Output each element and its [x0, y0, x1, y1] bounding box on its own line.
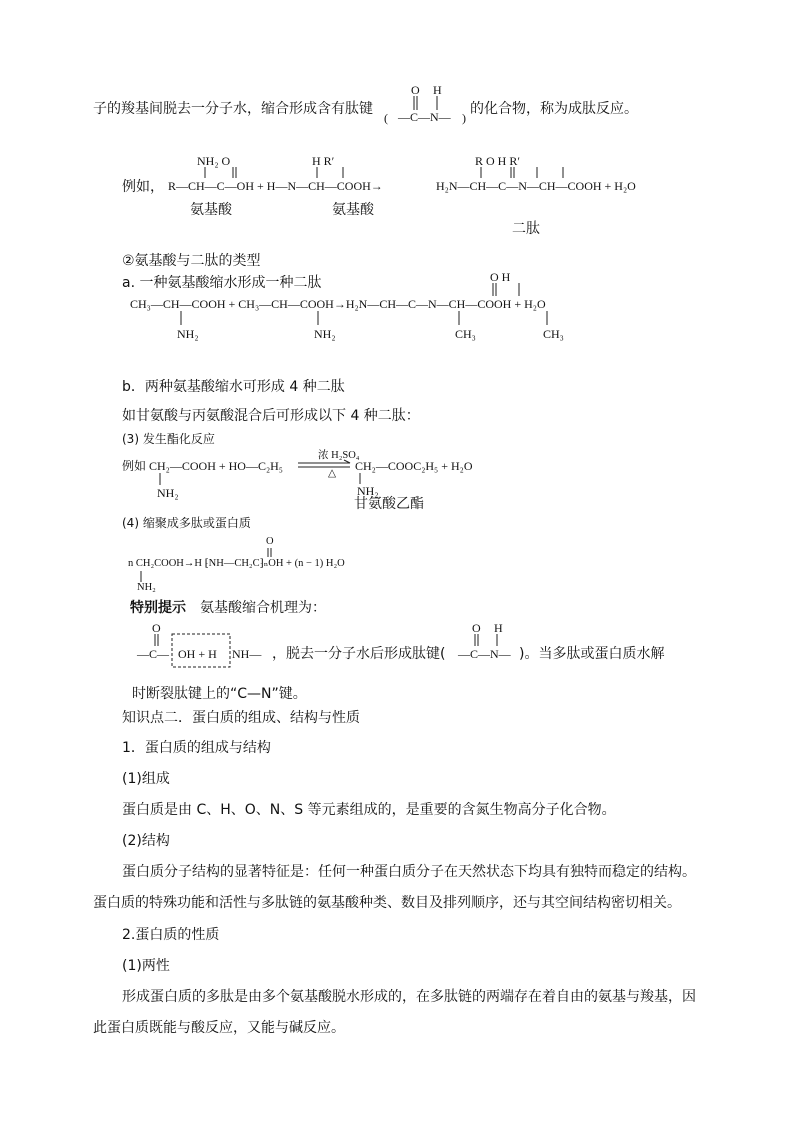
bond-o-label: O	[411, 83, 420, 97]
label-dipeptide: 二肽	[512, 221, 540, 237]
example-reactant1-top: NH₂ O	[197, 154, 231, 168]
tip-mechanism-box-text: OH + H	[178, 647, 217, 661]
knowledge2-h2: 2.蛋白质的性质	[122, 927, 220, 943]
tip-after2: )。当多肽或蛋白质水解	[519, 646, 665, 662]
tip-mechanism-left: —C—	[137, 647, 170, 661]
polymer-o-label: O	[266, 536, 274, 547]
knowledge2-h1b: (2)结构	[122, 833, 170, 849]
section2-sub-b-detail: 如甘氨酸与丙氨酸混合后可形成以下 4 种二肽：	[122, 408, 420, 424]
example-reactant2-top: H R′	[312, 154, 335, 168]
ester-nh2-2: NH₂	[357, 484, 379, 498]
ester-product: CH₂—COOC₂H₅ + H₂O	[355, 459, 473, 473]
example-product-top: R O H R′	[475, 154, 520, 168]
example-product: H₂N—CH—C—N—CH—COOH + H₂O	[436, 179, 636, 193]
tip-bond-o: O	[472, 621, 481, 635]
section2-nh2-1: NH₂	[177, 327, 199, 341]
label-amino-acid-1: 氨基酸	[190, 202, 232, 218]
ester-title: (3) 发生酯化反应	[122, 432, 215, 446]
section2-ch3-2: CH₃	[543, 327, 564, 341]
ester-nh2-1: NH₂	[157, 486, 179, 500]
tip-after: ，脱去一分子水后形成肽键(	[272, 646, 446, 662]
ester-product-name: 甘氨酸乙酯	[354, 496, 424, 512]
knowledge2-p3a: 形成蛋白质的多肽是由多个氨基酸脱水形成的，在多肽链的两端存在着自由的氨基与羧基，因	[122, 989, 696, 1005]
section2-eq-top: O H	[490, 270, 511, 284]
example-lead: 例如，	[122, 179, 164, 195]
tip-label: 特别提示	[130, 600, 186, 616]
knowledge2-p2a: 蛋白质分子结构的显著特征是：任何一种蛋白质分子在天然状态下均具有独特而稳定的结构。	[122, 864, 696, 880]
knowledge2-p2b: 蛋白质的特殊功能和活性与多肽链的氨基酸种类、数目及排列顺序，还与其空间结构密切相关。	[93, 895, 681, 911]
intro-text-before: 子的羧基间脱去一分子水，缩合形成含有肽键	[93, 101, 373, 117]
knowledge2-h2a: (1)两性	[122, 958, 170, 974]
mechanism-dashed-box	[172, 634, 230, 667]
section2-sub-b: b．两种氨基酸缩水可形成 4 种二肽	[122, 379, 345, 395]
ester-equation: 例如 CH₂—COOH + HO—C₂H₅	[122, 459, 283, 473]
section2-title: ②氨基酸与二肽的类型	[122, 253, 261, 269]
polymer-nh2: NH₂	[137, 582, 156, 593]
tip-line2: 时断裂肽键上的“C—N”键。	[132, 686, 307, 702]
tip-o-label: O	[152, 621, 161, 635]
tip-bond-h: H	[494, 621, 503, 635]
knowledge2-title: 知识点二．蛋白质的组成、结构与性质	[122, 710, 360, 726]
ester-condition-bottom: △	[328, 468, 337, 479]
tip-mechanism-right: NH—	[232, 647, 262, 661]
bond-right-paren: )	[462, 111, 466, 125]
reaction-arrow-head	[344, 460, 350, 463]
example-reactants: R—CH—C—OH + H—N—CH—COOH→	[168, 179, 383, 193]
knowledge2-h1a: (1)组成	[122, 771, 170, 787]
polymer-title: (4) 缩聚成多肽或蛋白质	[122, 516, 251, 530]
polymer-equation: n CH₂COOH→H ⁅NH—CH₂C⁆ₙOH + (n − 1) H₂O	[128, 558, 345, 569]
tip-text: 氨基酸缩合机理为：	[200, 600, 326, 616]
bond-h-label: H	[433, 83, 442, 97]
knowledge2-h1: 1．蛋白质的组成与结构	[122, 740, 271, 756]
tip-bond-core: —C—N—	[458, 647, 511, 661]
label-amino-acid-2: 氨基酸	[332, 202, 374, 218]
section2-ch3-1: CH₃	[455, 327, 476, 341]
section2-sub-a: a. 一种氨基酸缩水形成一种二肽	[122, 275, 322, 291]
bond-core: —C—N—	[398, 110, 451, 124]
knowledge2-p1: 蛋白质是由 C、H、O、N、S 等元素组成的，是重要的含氮生物高分子化合物。	[122, 802, 616, 818]
intro-text-after: 的化合物，称为成肽反应。	[470, 101, 638, 117]
section2-nh2-2: NH₂	[314, 327, 336, 341]
knowledge2-p3b: 此蛋白质既能与酸反应，又能与碱反应。	[93, 1020, 345, 1036]
ester-condition-top: 浓 H₂SO₄	[318, 450, 360, 461]
bond-left-paren: (	[384, 111, 388, 125]
section2-equation: CH₃—CH—COOH + CH₃—CH—COOH→H₂N—CH—C—N—CH—COOH + H₂O	[130, 297, 546, 311]
